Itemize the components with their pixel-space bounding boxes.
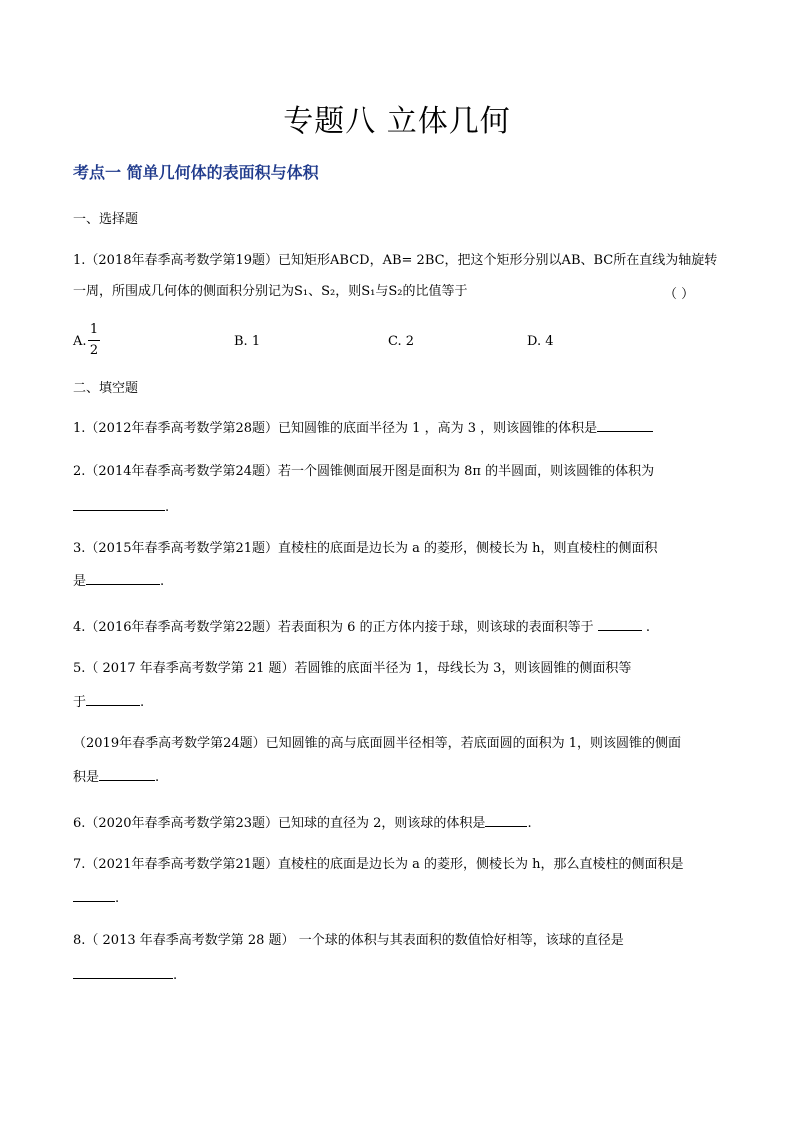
period: . bbox=[155, 770, 160, 785]
answer-blank[interactable] bbox=[73, 887, 115, 902]
period: . bbox=[173, 968, 178, 983]
choice-q1-line2: 一周，所围成几何体的侧面积分别记为S₁、S₂，则S₁与S₂的比值等于 bbox=[73, 284, 468, 299]
fill-q2-line1: 2.（2014年春季高考数学第24题）若一个圆锥侧面展开图是面积为 8π 的半圆面，则该圆锥的体积为 bbox=[73, 464, 655, 479]
period: . bbox=[527, 816, 532, 831]
fill-q7-line2 bbox=[73, 887, 723, 908]
period: . bbox=[115, 891, 120, 906]
period: . bbox=[140, 695, 145, 710]
answer-parentheses: （ ） bbox=[664, 287, 695, 302]
fill-q4 bbox=[73, 616, 723, 637]
fill-q4-text: 4.（2016年春季高考数学第22题）若表面积为 6 的正方体内接于球，则该球的表面积等于 bbox=[73, 620, 594, 635]
fill-q8-line1: 8.（ 2013 年春季高考数学第 28 题） 一个球的体积与其表面积的数值恰好相等，该球的直径是 bbox=[73, 933, 624, 948]
fill-q3-line2 bbox=[73, 570, 723, 591]
fill-q5-line2 bbox=[73, 691, 723, 712]
section-heading-fill: 二、填空题 bbox=[73, 381, 139, 396]
answer-blank[interactable] bbox=[86, 570, 160, 585]
period: . bbox=[160, 574, 165, 589]
period: . bbox=[645, 620, 650, 635]
option-c: C. 2 bbox=[388, 334, 415, 349]
fill-q2-line2 bbox=[73, 496, 723, 517]
fill-q5-line1: 5.（ 2017 年春季高考数学第 21 题）若圆锥的底面半径为 1，母线长为 3，则该圆锥的侧面积等 bbox=[73, 661, 632, 676]
page-title: 专题八 立体几何 bbox=[283, 104, 511, 139]
fill-q5b-line1: （2019年春季高考数学第24题）已知圆锥的高与底面圆半径相等，若底面圆的面积为 1，则该圆锥的侧面 bbox=[73, 736, 682, 751]
option-a-label: A. bbox=[73, 334, 87, 349]
option-a-fraction bbox=[88, 322, 100, 359]
fill-q6-text: 6.（2020年春季高考数学第23题）已知球的直径为 2，则该球的体积是 bbox=[73, 816, 486, 831]
fraction-numerator: 1 bbox=[89, 322, 99, 337]
answer-blank[interactable] bbox=[598, 616, 642, 631]
fill-q1 bbox=[73, 417, 723, 438]
fill-q3-line1: 3.（2015年春季高考数学第21题）直棱柱的底面是边长为 a 的菱形，侧棱长为 h，则直棱柱的侧面积 bbox=[73, 541, 658, 556]
fraction-bar bbox=[88, 340, 100, 341]
fill-q8-line2 bbox=[73, 964, 723, 985]
fill-q5b-text: 积是 bbox=[73, 770, 100, 785]
answer-blank[interactable] bbox=[99, 766, 155, 781]
answer-blank[interactable] bbox=[73, 496, 165, 511]
fill-q5b-line2 bbox=[73, 766, 723, 787]
fill-q6 bbox=[73, 812, 723, 833]
fill-q7-line1: 7.（2021年春季高考数学第21题）直棱柱的底面是边长为 a 的菱形，侧棱长为 h，那么直棱柱的侧面积是 bbox=[73, 857, 684, 872]
answer-blank[interactable] bbox=[485, 812, 527, 827]
period: . bbox=[165, 500, 170, 515]
fill-q3-text: 是 bbox=[73, 574, 87, 589]
option-d: D. 4 bbox=[527, 334, 554, 349]
option-b: B. 1 bbox=[234, 334, 261, 349]
fill-q1-text: 1.（2012年春季高考数学第28题）已知圆锥的底面半径为 1 ，高为 3 ，则该圆锥的体积是 bbox=[73, 421, 598, 436]
choice-q1-line1: 1.（2018年春季高考数学第19题）已知矩形ABCD，AB= 2BC，把这个矩形分别以AB、BC所在直线为轴旋转 bbox=[73, 253, 718, 268]
answer-blank[interactable] bbox=[73, 964, 173, 979]
fraction-denominator: 2 bbox=[89, 343, 99, 358]
fill-q5-text: 于 bbox=[73, 695, 87, 710]
section-heading-choice: 一、选择题 bbox=[73, 212, 139, 227]
answer-blank[interactable] bbox=[597, 417, 653, 432]
answer-blank[interactable] bbox=[86, 691, 140, 706]
topic-heading: 考点一 简单几何体的表面积与体积 bbox=[73, 163, 319, 182]
